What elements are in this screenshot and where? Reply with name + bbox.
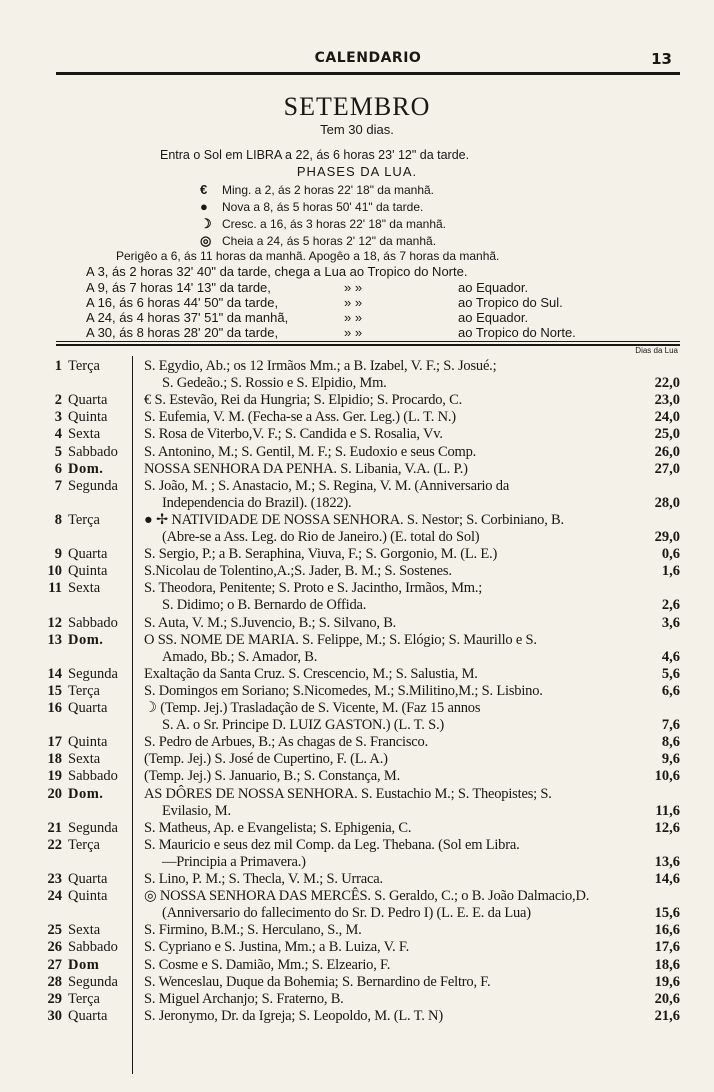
- weekday: Segunda: [68, 973, 118, 990]
- day-number: 18: [47, 751, 62, 768]
- day-number: 1: [54, 358, 62, 374]
- weekday: Sabbado: [68, 768, 118, 785]
- moon-age-value: 9,6: [661, 751, 680, 768]
- saints-text: S. Egydio, Ab.; os 12 Irmãos Mm.; a B. Izabel, V. F.; S. Josué.;: [144, 358, 497, 374]
- saints-text: —Principia a Primavera.): [162, 853, 306, 870]
- moon-age-value: 14,6: [654, 871, 680, 887]
- moon-age-value: 16,6: [654, 922, 680, 939]
- tropic-text: A 9, ás 7 horas 14' 13" da tarde,: [86, 280, 271, 295]
- weekday: Terça: [68, 511, 100, 528]
- moon-age-value: 27,0: [654, 460, 680, 477]
- moon-age-value: 23,0: [654, 392, 680, 409]
- moon-age-value: 13,6: [654, 853, 680, 870]
- day-number: 22: [47, 836, 62, 853]
- ditto-marks: » »: [344, 310, 363, 325]
- tropic-destination: ao Equador.: [458, 310, 529, 325]
- moon-age-value: 25,0: [654, 426, 680, 443]
- weekday: Dom.: [68, 460, 104, 477]
- tropic-destination: ao Tropico do Norte.: [458, 325, 576, 340]
- weekday: Segunda: [68, 477, 118, 494]
- moon-age-value: 1,6: [661, 563, 680, 580]
- saints-text: NOSSA SENHORA DA PENHA. S. Libania, V.A. (L. P.): [144, 460, 468, 477]
- day-number: 6: [54, 460, 62, 477]
- tropic-text: A 24, ás 4 horas 37' 51" da manhã,: [86, 310, 289, 325]
- saints-text: Exaltação da Santa Cruz. S. Crescencio, M.; S. Salustia, M.: [144, 665, 478, 682]
- moon-age-value: 22,0: [654, 375, 680, 392]
- tropic-text: A 16, ás 6 horas 44' 50" da tarde,: [86, 295, 279, 310]
- moon-phases-title: PHASES DA LUA.: [296, 164, 418, 179]
- saints-text: € S. Estevão, Rei da Hungria; S. Elpidio; S. Procardo, C.: [144, 392, 463, 409]
- day-number: 9: [54, 546, 62, 563]
- day-number: 12: [47, 614, 62, 631]
- sun-entry-note: Entra o Sol em LIBRA a 22, ás 6 horas 23' 12" da tarde.: [160, 148, 470, 162]
- saints-text: S. Domingos em Soriano; S.Nicomedes, M.; S.Militino,M.; S. Lisbino.: [144, 682, 543, 699]
- weekday: Quinta: [68, 734, 108, 751]
- day-number: 7: [54, 477, 62, 494]
- saints-text: ☽ (Temp. Jej.) Trasladação de S. Vicente, M. (Faz 15 annos: [144, 700, 481, 716]
- weekday: Quarta: [68, 546, 108, 563]
- section-rule: [56, 341, 680, 342]
- day-number: 4: [54, 426, 62, 443]
- moon-phase-row: [200, 182, 434, 198]
- day-number: 17: [47, 734, 62, 751]
- weekday: Quarta: [68, 871, 108, 887]
- moon-phase-row: [200, 216, 446, 232]
- day-number: 16: [47, 700, 62, 716]
- day-number: 2: [54, 392, 62, 409]
- saints-text: S. João, M. ; S. Anastacio, M.; S. Regina, V. M. (Anniversario da: [144, 477, 510, 494]
- saints-text: ● ✢ NATIVIDADE DE NOSSA SENHORA. S. Nestor; S. Corbiniano, B.: [144, 511, 564, 528]
- saints-text: ◎ NOSSA SENHORA DAS MERCÊS. S. Geraldo, C.; o B. João Dalmacio,D.: [144, 888, 590, 905]
- moon-age-value: 26,0: [654, 443, 680, 460]
- moon-age-value: 7,6: [661, 717, 680, 734]
- moon-phase-text: Cresc. a 16, ás 3 horas 22' 18" da manhã.: [222, 217, 447, 231]
- saints-text: Amado, Bb.; S. Amador, B.: [162, 648, 318, 665]
- saints-text: S. Auta, V. M.; S.Juvencio, B.; S. Silvano, B.: [144, 614, 397, 631]
- moon-age-value: 29,0: [654, 528, 680, 545]
- waxing-moon-icon: ☽: [200, 216, 212, 231]
- day-number: 10: [47, 563, 62, 580]
- moon-age-value: 12,6: [654, 819, 680, 836]
- day-number: 14: [47, 665, 62, 682]
- weekday: Segunda: [68, 665, 118, 682]
- day-number: 15: [47, 682, 62, 699]
- moon-age-value: 24,0: [654, 409, 680, 426]
- month-title: SETEMBRO: [283, 92, 431, 121]
- saints-text: S. Firmino, B.M.; S. Herculano, S., M.: [144, 922, 362, 939]
- month-days: Tem 30 dias.: [320, 122, 394, 137]
- day-number: 29: [47, 990, 62, 1007]
- moon-age-value: 3,6: [661, 614, 680, 631]
- saints-text: (Temp. Jej.) S. Januario, B.; S. Constança, M.: [144, 768, 400, 785]
- ditto-marks: » »: [344, 295, 363, 310]
- saints-text: Independencia do Brazil). (1822).: [162, 494, 352, 511]
- weekday: Dom: [68, 956, 100, 973]
- section-rule: [56, 344, 680, 346]
- weekday: Sexta: [68, 426, 101, 443]
- weekday: Quinta: [68, 563, 108, 580]
- weekday: Terça: [68, 682, 100, 699]
- header-rule: [56, 72, 680, 75]
- saints-text: S. Cosme e S. Damião, Mm.; S. Elzeario, F.: [144, 956, 391, 973]
- saints-text: O SS. NOME DE MARIA. S. Felippe, M.; S. Elógio; S. Maurillo e S.: [144, 631, 537, 648]
- day-number: 27: [47, 956, 62, 973]
- tropic-text: A 30, ás 8 horas 28' 20" da tarde,: [86, 325, 279, 340]
- saints-text: S. Jeronymo, Dr. da Igreja; S. Leopoldo, M. (L. T. N): [144, 1007, 443, 1024]
- day-number: 11: [48, 580, 62, 597]
- moon-age-value: 8,6: [661, 734, 680, 751]
- day-number: 23: [47, 871, 62, 887]
- ditto-marks: » »: [344, 280, 363, 295]
- day-number: 20: [47, 785, 62, 802]
- weekday: Sabbado: [68, 443, 118, 460]
- saints-text: S. Gedeão.; S. Rossio e S. Elpidio, Mm.: [162, 375, 387, 392]
- saints-text: S. Wenceslau, Duque da Bohemia; S. Bernardino de Feltro, F.: [144, 973, 491, 990]
- weekday: Sexta: [68, 751, 101, 768]
- day-number: 24: [47, 888, 62, 905]
- weekday: Quarta: [68, 1007, 108, 1024]
- day-number: 30: [47, 1007, 62, 1024]
- moon-age-value: 15,6: [654, 905, 680, 922]
- weekday: Sabbado: [68, 614, 118, 631]
- day-number: 25: [47, 922, 62, 939]
- moon-age-value: 5,6: [661, 665, 680, 682]
- day-number: 21: [47, 819, 62, 836]
- moon-age-value: 10,6: [654, 768, 680, 785]
- weekday: Quinta: [68, 409, 108, 426]
- day-number: 28: [47, 973, 62, 990]
- moon-age-value: 4,6: [661, 648, 680, 665]
- running-title: CALENDARIO: [314, 50, 422, 66]
- moon-days-header: Dias da Lua: [635, 346, 678, 355]
- saints-text: (Abre-se a Ass. Leg. do Rio de Janeiro.) (E. total do Sol): [162, 528, 480, 545]
- saints-text: S. Matheus, Ap. e Evangelista; S. Ephigenia, C.: [144, 819, 412, 836]
- weekday: Quarta: [68, 392, 108, 409]
- saints-text: S.Nicolau de Tolentino,A.;S. Jader, B. M.; S. Sostenes.: [144, 563, 452, 580]
- moon-age-value: 11,6: [655, 802, 680, 819]
- page-header: [56, 50, 680, 72]
- saints-text: (Anniversario do fallecimento do Sr. D. Pedro I) (L. E. E. da Lua): [162, 905, 531, 922]
- weekday: Sexta: [68, 580, 101, 597]
- weekday: Segunda: [68, 819, 118, 836]
- weekday: Dom.: [68, 631, 104, 648]
- day-number: 5: [54, 443, 62, 460]
- saints-text: S. Didimo; o B. Bernardo de Offida.: [162, 597, 367, 614]
- moon-age-value: 19,6: [654, 973, 680, 990]
- weekday: Sexta: [68, 922, 101, 939]
- moon-phase-text: Nova a 8, ás 5 horas 50' 41" da tarde.: [222, 200, 424, 214]
- saints-text: Evilasio, M.: [162, 802, 231, 819]
- moon-phase-text: Ming. a 2, ás 2 horas 22' 18" da manhã.: [222, 183, 435, 197]
- moon-age-value: 0,6: [661, 546, 680, 563]
- ditto-marks: » »: [344, 325, 363, 340]
- saints-text: S. Mauricio e seus dez mil Comp. da Leg. Thebana. (Sol em Libra.: [144, 836, 520, 853]
- saints-text: S. A. o Sr. Principe D. LUIZ GASTON.) (L. T. S.): [162, 717, 445, 734]
- perigee-apogee-note: Perigêo a 6, ás 11 horas da manhã. Apogêo a 18, ás 7 horas da manhã.: [116, 249, 500, 263]
- page-number: 13: [651, 50, 672, 68]
- saints-text: S. Rosa de Viterbo,V. F.; S. Candida e S. Rosalia, Vv.: [144, 426, 443, 443]
- saints-text: AS DÔRES DE NOSSA SENHORA. S. Eustachio M.; S. Theopistes; S.: [144, 785, 552, 802]
- day-number: 13: [47, 631, 62, 648]
- weekday: Dom.: [68, 785, 104, 802]
- saints-text: S. Theodora, Penitente; S. Proto e S. Jacintho, Irmãos, Mm.;: [144, 580, 483, 597]
- moon-phase-row: [200, 233, 436, 249]
- saints-text: S. Miguel Archanjo; S. Fraterno, B.: [144, 990, 344, 1007]
- weekday: Terça: [68, 990, 100, 1007]
- weekday: Terça: [68, 358, 100, 374]
- saints-text: S. Sergio, P.; a B. Seraphina, Viuva, F.; S. Gorgonio, M. (L. E.): [144, 546, 498, 563]
- full-moon-icon: ◎: [200, 233, 212, 248]
- weekday: Sabbado: [68, 939, 118, 956]
- day-number: 3: [54, 409, 62, 426]
- saints-text: (Temp. Jej.) S. José de Cupertino, F. (L. A.): [144, 751, 388, 768]
- moon-age-value: 21,6: [654, 1007, 680, 1024]
- weekday: Terça: [68, 836, 100, 853]
- saints-text: S. Lino, P. M.; S. Thecla, V. M.; S. Urraca.: [144, 871, 383, 887]
- saints-text: S. Pedro de Arbues, B.; As chagas de S. Francisco.: [144, 734, 428, 751]
- moon-age-value: 20,6: [654, 990, 680, 1007]
- saints-text: S. Cypriano e S. Justina, Mm.; a B. Luiza, V. F.: [144, 939, 410, 956]
- column-divider: [132, 356, 133, 1074]
- saints-text: S. Eufemia, V. M. (Fecha-se a Ass. Ger. Leg.) (L. T. N.): [144, 409, 456, 426]
- day-number: 26: [47, 939, 62, 956]
- day-number: 19: [47, 768, 62, 785]
- moon-phase-text: Cheia a 24, ás 5 horas 2' 12" da manhã.: [222, 234, 437, 248]
- moon-phase-row: [200, 199, 423, 215]
- moon-age-value: 28,0: [654, 494, 680, 511]
- new-moon-icon: ●: [200, 199, 208, 214]
- moon-age-value: 17,6: [654, 939, 680, 956]
- day-number: 8: [54, 511, 62, 528]
- moon-age-value: 18,6: [654, 956, 680, 973]
- weekday: Quarta: [68, 700, 108, 716]
- saints-text: S. Antonino, M.; S. Gentil, M. F.; S. Eudoxio e seus Comp.: [144, 443, 477, 460]
- moon-age-value: 2,6: [661, 597, 680, 614]
- tropic-text: A 3, ás 2 horas 32' 40" da tarde, chega a Lua ao Tropico do Norte.: [86, 264, 468, 279]
- weekday: Quinta: [68, 888, 108, 905]
- waning-moon-icon: €: [200, 182, 208, 197]
- tropic-destination: ao Tropico do Sul.: [458, 295, 563, 310]
- moon-age-value: 6,6: [661, 682, 680, 699]
- tropic-destination: ao Equador.: [458, 280, 529, 295]
